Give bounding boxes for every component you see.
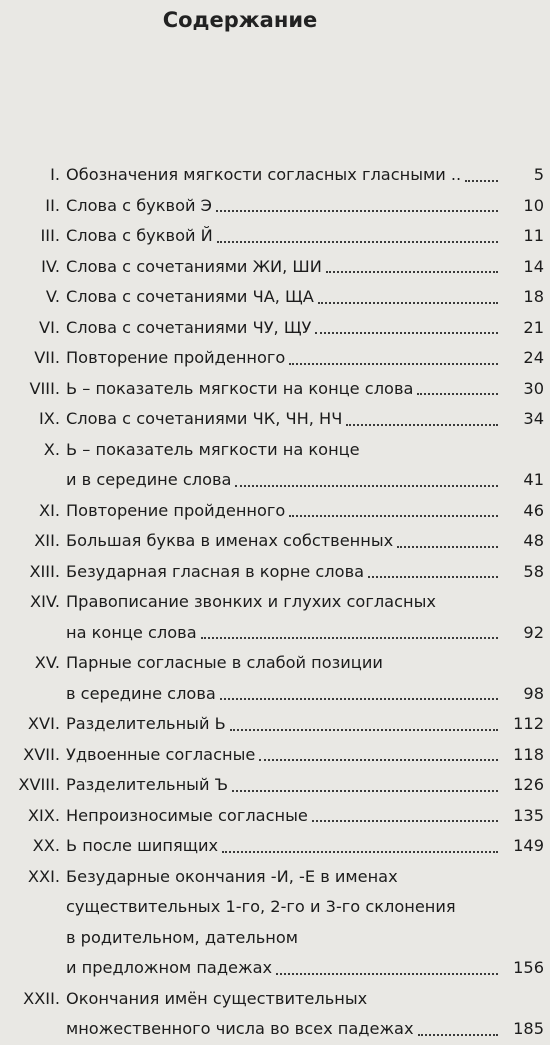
dot-leader (259, 759, 498, 761)
chapter-title: Правописание звонких и глухих согласных (66, 592, 436, 611)
dot-leader (232, 790, 498, 792)
toc-entry (0, 160, 550, 191)
page-number: 92 (523, 622, 544, 642)
toc-entry-line (0, 618, 550, 649)
toc-entry (0, 252, 550, 283)
chapter-number: III. (40, 226, 60, 245)
chapter-number: XVIII. (18, 775, 60, 794)
toc-entry (0, 313, 550, 344)
chapter-title: Ь после шипящих (66, 836, 219, 855)
dot-leader (312, 820, 498, 822)
toc-entry (0, 526, 550, 557)
chapter-title: Непроизносимые согласные (66, 805, 308, 825)
chapter-number: IX. (38, 409, 60, 428)
chapter-title: Ь – показатель мягкости на конце слова (66, 378, 414, 398)
dot-leader (217, 241, 498, 243)
chapter-title: в родительном, дательном (66, 927, 298, 947)
chapter-number: V. (45, 287, 60, 306)
toc-entry-line (0, 953, 550, 984)
toc-entry (0, 831, 550, 862)
chapter-number: XXII. (23, 988, 60, 1008)
chapter-title: существительных 1-го, 2-го и 3-го склонения (66, 897, 456, 916)
toc-entry-line (0, 496, 550, 527)
toc-entry (0, 221, 550, 252)
chapter-title: Слова с сочетаниями ЖИ, ШИ (66, 256, 322, 276)
chapter-number: XV. (34, 653, 60, 672)
toc-entry-line (0, 862, 550, 893)
toc-entry (0, 801, 550, 832)
toc-entry (0, 282, 550, 313)
dot-leader (368, 576, 498, 578)
chapter-title: Безударная гласная в корне слова (66, 561, 365, 581)
chapter-title: и в середине слова (66, 470, 232, 489)
page-number: 24 (523, 348, 544, 367)
toc-entry-line (0, 1014, 550, 1045)
toc-entry-line (0, 801, 550, 832)
page-number: 58 (523, 561, 544, 581)
chapter-title: в середине слова (66, 683, 216, 703)
dot-leader (418, 1034, 498, 1036)
toc-entry (0, 404, 550, 435)
chapter-title: Повторение пройденного (66, 348, 286, 367)
dot-leader (220, 698, 498, 700)
chapter-title: на конце слова (66, 622, 197, 642)
chapter-title: Окончания имён существительных (66, 988, 368, 1008)
page-number: 34 (523, 409, 544, 428)
page-title: Содержание (162, 8, 318, 32)
toc-entry-line (0, 252, 550, 283)
toc-entry-line (0, 648, 550, 679)
chapter-title: Обозначения мягкости согласных гласными .. (66, 165, 462, 184)
toc-entry (0, 343, 550, 374)
chapter-number: I. (50, 165, 60, 184)
toc-entry-line (0, 709, 550, 740)
toc-entry-line (0, 892, 550, 923)
page-number: 41 (523, 470, 544, 489)
toc-entry-line (0, 404, 550, 435)
dot-leader (216, 210, 498, 212)
toc-entry-line (0, 984, 550, 1015)
chapter-title: Разделительный Ь (66, 714, 226, 733)
chapter-number: II. (45, 195, 60, 215)
toc-entry-line (0, 374, 550, 405)
chapter-title: множественного числа во всех падежах (66, 1019, 414, 1038)
chapter-title: Слова с сочетаниями ЧК, ЧН, НЧ (66, 409, 343, 428)
page-number: 135 (513, 805, 544, 825)
toc-entry-line (0, 343, 550, 374)
toc-entry (0, 984, 550, 1045)
dot-leader (326, 271, 498, 273)
chapter-title: Разделительный Ъ (66, 775, 229, 794)
page-number: 10 (523, 195, 544, 215)
chapter-number: XXI. (27, 866, 60, 886)
toc-entry (0, 770, 550, 801)
toc-entry (0, 587, 550, 648)
toc-entry-line (0, 526, 550, 557)
dot-leader (230, 729, 498, 731)
toc-entry-line (0, 557, 550, 588)
page-number: 18 (523, 287, 544, 306)
page-number: 11 (523, 226, 544, 245)
page-number: 98 (523, 683, 544, 703)
page-number: 185 (513, 1019, 544, 1038)
page-number: 118 (513, 744, 544, 764)
chapter-number: XVI. (27, 714, 60, 733)
toc-entry-line (0, 831, 550, 862)
page-number: 46 (523, 500, 544, 520)
chapter-title: Слова с сочетаниями ЧУ, ЩУ (66, 317, 312, 337)
page-number: 14 (523, 256, 544, 276)
chapter-title: и предложном падежах (66, 958, 273, 977)
toc-entry (0, 557, 550, 588)
toc-entry-line (0, 740, 550, 771)
toc-entry (0, 709, 550, 740)
dot-leader (417, 393, 498, 395)
toc-entry (0, 862, 550, 984)
chapter-number: X. (43, 439, 60, 459)
chapter-title: Удвоенные согласные (66, 744, 256, 764)
dot-leader (235, 485, 498, 487)
chapter-title: Большая буква в именах собственных (66, 531, 394, 550)
dot-leader (315, 332, 498, 334)
toc-entry (0, 740, 550, 771)
chapter-title: Слова с буквой Й (66, 226, 213, 245)
toc-entry (0, 374, 550, 405)
page-number: 48 (523, 531, 544, 550)
chapter-number: XVII. (23, 744, 60, 764)
dot-leader (276, 973, 498, 975)
toc-entry-line (0, 313, 550, 344)
toc-entry-line (0, 221, 550, 252)
toc-entry-line (0, 282, 550, 313)
page-number: 126 (513, 775, 544, 794)
dot-leader (346, 424, 498, 426)
toc-entry-line (0, 160, 550, 191)
toc-entry (0, 648, 550, 709)
page-number: 156 (513, 958, 544, 977)
dot-leader (397, 546, 498, 548)
toc-entry (0, 435, 550, 496)
dot-leader (289, 515, 498, 517)
chapter-number: XX. (32, 836, 60, 855)
table-of-contents (0, 160, 550, 1045)
dot-leader (318, 302, 498, 304)
dot-leader (289, 363, 498, 365)
chapter-number: XIII. (29, 561, 60, 581)
page-number: 30 (523, 378, 544, 398)
chapter-number: VII. (34, 348, 60, 367)
page-number: 5 (533, 165, 544, 184)
page-number: 21 (523, 317, 544, 337)
chapter-number: XIX. (27, 805, 60, 825)
dot-leader (465, 180, 498, 182)
chapter-number: VI. (39, 317, 60, 337)
page-number: 112 (513, 714, 544, 733)
toc-entry-line (0, 679, 550, 710)
chapter-title: Повторение пройденного (66, 500, 286, 520)
toc-entry (0, 496, 550, 527)
toc-entry-line (0, 923, 550, 954)
page-number: 149 (513, 836, 544, 855)
chapter-number: XII. (34, 531, 60, 550)
chapter-number: IV. (41, 256, 60, 276)
dot-leader (201, 637, 498, 639)
chapter-number: XI. (38, 500, 60, 520)
toc-entry-line (0, 770, 550, 801)
toc-entry (0, 191, 550, 222)
chapter-title: Парные согласные в слабой позиции (66, 653, 383, 672)
chapter-title: Ь – показатель мягкости на конце (66, 439, 360, 459)
chapter-title: Слова с сочетаниями ЧА, ЩА (66, 287, 314, 306)
chapter-number: VIII. (29, 378, 60, 398)
chapter-title: Безударные окончания -И, -Е в именах (66, 866, 398, 886)
chapter-number: XIV. (30, 592, 60, 611)
toc-entry-line (0, 191, 550, 222)
toc-entry-line (0, 465, 550, 496)
toc-entry-line (0, 587, 550, 618)
dot-leader (222, 851, 498, 853)
toc-entry-line (0, 435, 550, 466)
chapter-title: Слова с буквой Э (66, 195, 212, 215)
